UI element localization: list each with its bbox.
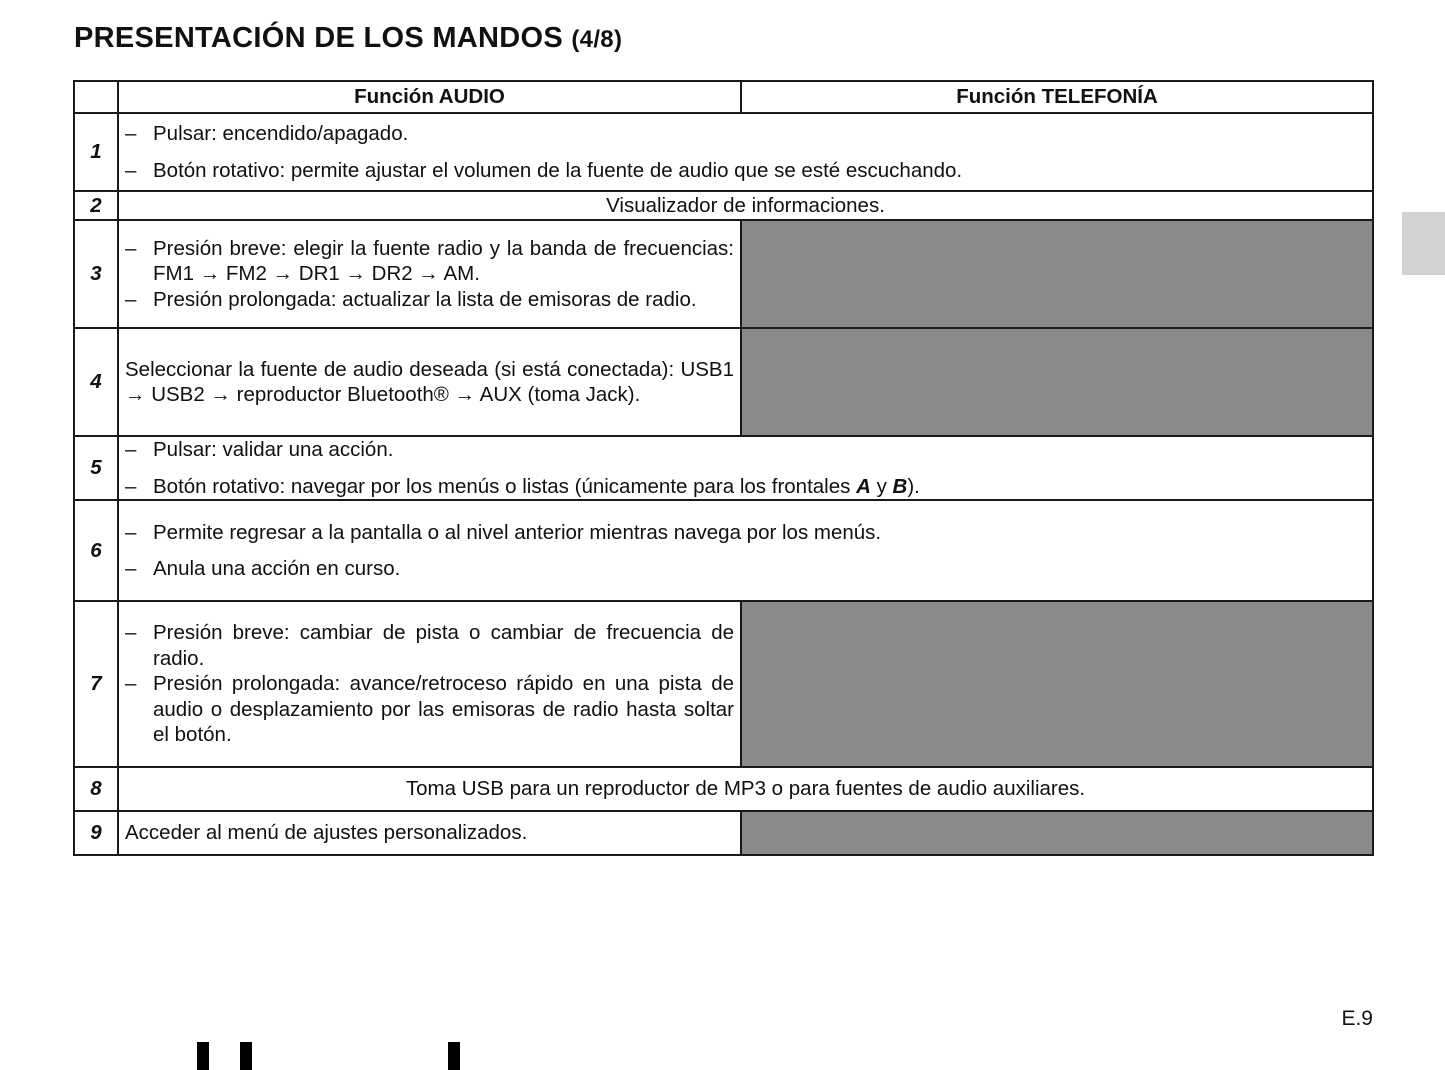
dash-bullet: – [125, 474, 137, 498]
row-number: 8 [74, 767, 118, 811]
text-segment: y [870, 474, 893, 498]
list-item [125, 158, 1366, 184]
frontal-a-label: A [856, 474, 871, 498]
row-telephony-unavailable [741, 220, 1373, 328]
list-item [125, 437, 1366, 463]
list-item-text [153, 474, 1366, 500]
list-item-text: Presión breve: elegir la fuente radio y la banda de frecuencias: FM1 → FM2 → DR1 → DR2 → AM. [153, 236, 734, 286]
list-item [125, 236, 734, 287]
list-item-text: Permite regresar a la pantalla o al nivel anterior mientras navega por los menús. [153, 520, 882, 544]
header-audio: Función AUDIO [118, 81, 741, 113]
list-item [125, 556, 1366, 582]
row-audio-description: Seleccionar la fuente de audio deseada (si está conectada): USB1 → USB2 → reproductor Bluetooth® → AUX (toma Jack). [118, 328, 741, 436]
table-row [74, 500, 1373, 601]
dash-bullet: – [125, 287, 137, 311]
list-item-text: Presión prolongada: avance/retroceso rápido en una pista de audio o desplazamiento por las emisoras de radio hasta soltar el botón. [153, 672, 734, 747]
list-item [125, 474, 1366, 500]
row-number: 7 [74, 601, 118, 767]
list-item-text: Pulsar: validar una acción. [153, 438, 394, 461]
table-row [74, 436, 1373, 500]
row-description: Toma USB para un reproductor de MP3 o para fuentes de audio auxiliares. [118, 767, 1373, 811]
page-title-text: PRESENTACIÓN DE LOS MANDOS [74, 22, 564, 54]
list-item [125, 671, 734, 748]
row-number: 4 [74, 328, 118, 436]
row-audio-description [118, 601, 741, 767]
row-number: 9 [74, 811, 118, 855]
row-description [118, 113, 1373, 191]
row-number: 6 [74, 500, 118, 601]
list-item-text: Pulsar: encendido/apagado. [153, 122, 409, 145]
table-row [74, 220, 1373, 328]
list-item [125, 287, 734, 313]
row-telephony-unavailable [741, 601, 1373, 767]
row-number: 3 [74, 220, 118, 328]
list-item-text: Anula una acción en curso. [153, 557, 401, 580]
frontal-b-label: B [892, 474, 908, 498]
text-segment: ). [907, 474, 920, 498]
dash-bullet: – [125, 122, 137, 145]
crop-mark [448, 1042, 460, 1070]
crop-mark [240, 1042, 252, 1070]
list-item [125, 620, 734, 671]
dash-bullet: – [125, 158, 137, 182]
row-audio-description [118, 220, 741, 328]
text-segment: Botón rotativo: navegar por los menús o listas (únicamente para los frontales [153, 474, 857, 498]
table-row [74, 113, 1373, 191]
list-item-text: Presión prolongada: actualizar la lista de emisoras de radio. [153, 287, 697, 311]
dash-bullet: – [125, 520, 137, 544]
table-row [74, 767, 1373, 811]
list-item-text: Botón rotativo: permite ajustar el volumen de la fuente de audio que se esté escuchando. [153, 158, 963, 182]
dash-bullet: – [125, 672, 137, 696]
row-audio-description: Acceder al menú de ajustes personalizados. [118, 811, 741, 855]
list-item-text: Presión breve: cambiar de pista o cambiar de frecuencia de radio. [153, 621, 734, 670]
section-side-tab [1402, 212, 1445, 275]
dash-bullet: – [125, 621, 137, 645]
row-number: 2 [74, 191, 118, 220]
dash-bullet: – [125, 557, 137, 580]
crop-mark [197, 1042, 209, 1070]
list-item [125, 121, 1366, 147]
header-telephony: Función TELEFONÍA [741, 81, 1373, 113]
list-item [125, 520, 1366, 546]
row-description [118, 436, 1373, 500]
header-number [74, 81, 118, 113]
row-description: Visualizador de informaciones. [118, 191, 1373, 220]
row-description [118, 500, 1373, 601]
row-telephony-unavailable [741, 811, 1373, 855]
dash-bullet: – [125, 236, 137, 260]
row-number: 1 [74, 113, 118, 191]
dash-bullet: – [125, 438, 137, 461]
row-telephony-unavailable [741, 328, 1373, 436]
page-title-suffix: (4/8) [571, 26, 623, 53]
row-number: 5 [74, 436, 118, 500]
table-header-row [74, 81, 1373, 113]
page-title [74, 22, 622, 55]
controls-table [73, 80, 1374, 856]
table-row [74, 601, 1373, 767]
table-row [74, 811, 1373, 855]
page-number: E.9 [1341, 1007, 1373, 1030]
table-row [74, 328, 1373, 436]
table-row [74, 191, 1373, 220]
